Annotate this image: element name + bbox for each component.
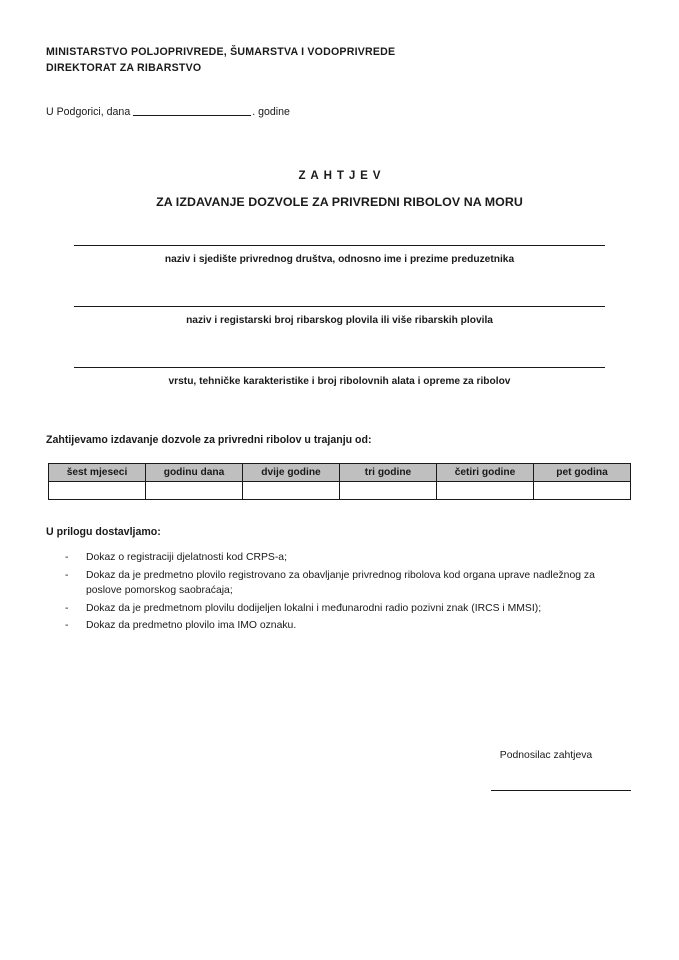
list-item [46, 601, 606, 617]
duration-cell-five-years[interactable] [534, 482, 631, 500]
column-header-three-years: tri godine [340, 464, 437, 482]
entry-field-rule[interactable] [74, 245, 605, 246]
ministry-name-line: MINISTARSTVO POLJOPRIVREDE, ŠUMARSTVA I VODOPRIVREDE [46, 46, 396, 58]
signature-label: Podnosilac zahtjeva [499, 750, 593, 761]
list-marker: - [65, 569, 69, 581]
page-subtitle: ZA IZDAVANJE DOZVOLE ZA PRIVREDNI RIBOLOV NA MORU [156, 195, 523, 209]
list-item-text: Dokaz o registraciji djelatnosti kod CRPS-a; [86, 552, 287, 563]
entry-field-caption: vrstu, tehničke karakteristike i broj ribolovnih alata i opreme za ribolov [168, 376, 511, 387]
attachments-list [46, 550, 606, 636]
column-header-one-year: godinu dana [146, 464, 243, 482]
document-title-block [0, 168, 679, 210]
column-header-four-years: četiri godine [437, 464, 534, 482]
date-blank-field[interactable] [133, 104, 251, 116]
entry-field-caption: naziv i registarski broj ribarskog plovila ili više ribarskih plovila [186, 315, 493, 326]
place-date-suffix: . godine [252, 106, 290, 118]
list-marker: - [65, 620, 69, 631]
duration-cell-four-years[interactable] [437, 482, 534, 500]
ministry-header [46, 44, 606, 76]
entry-field-gear [74, 367, 605, 389]
attachments-heading: U prilogu dostavljamo: [46, 526, 161, 538]
signature-line[interactable] [491, 790, 631, 791]
table-row [49, 482, 631, 500]
entry-field-company [74, 245, 605, 267]
duration-cell-three-years[interactable] [340, 482, 437, 500]
entry-field-vessel [74, 306, 605, 328]
entry-field-caption: naziv i sjedište privrednog društva, odnosno ime i prezime preduzetnika [164, 254, 515, 265]
place-date-line [46, 104, 290, 120]
duration-cell-two-years[interactable] [243, 482, 340, 500]
list-marker: - [65, 602, 69, 614]
list-item-text: Dokaz da predmetno plovilo ima IMO oznaku. [86, 620, 297, 631]
list-item [46, 568, 606, 599]
duration-cell-one-year[interactable] [146, 482, 243, 500]
signature-block [460, 748, 632, 791]
list-item-text: Dokaz da je predmetno plovilo registrovano za obavljanje privrednog ribolova kod organa uprave nadležnog za poslove pomorskog saobraćaja; [86, 569, 595, 596]
entry-field-rule[interactable] [74, 306, 605, 307]
list-item [46, 618, 606, 634]
duration-prompt: Zahtijevamo izdavanje dozvole za privredni ribolov u trajanju od: [46, 434, 372, 446]
duration-table [48, 463, 631, 500]
column-header-six-months: šest mjeseci [49, 464, 146, 482]
directorate-name-line: DIREKTORAT ZA RIBARSTVO [46, 62, 202, 74]
column-header-two-years: dvije godine [243, 464, 340, 482]
duration-cell-six-months[interactable] [49, 482, 146, 500]
list-marker: - [65, 552, 69, 563]
column-header-five-years: pet godina [534, 464, 631, 482]
table-header-row [49, 464, 631, 482]
entry-field-rule[interactable] [74, 367, 605, 368]
list-item [46, 550, 606, 566]
page-title: ZAHTJEV [298, 169, 386, 182]
list-item-text: Dokaz da je predmetnom plovilu dodijeljen lokalni i međunarodni radio pozivni znak (IRCS i MMSI); [86, 602, 542, 614]
place-date-prefix: U Podgorici, dana [46, 106, 131, 118]
